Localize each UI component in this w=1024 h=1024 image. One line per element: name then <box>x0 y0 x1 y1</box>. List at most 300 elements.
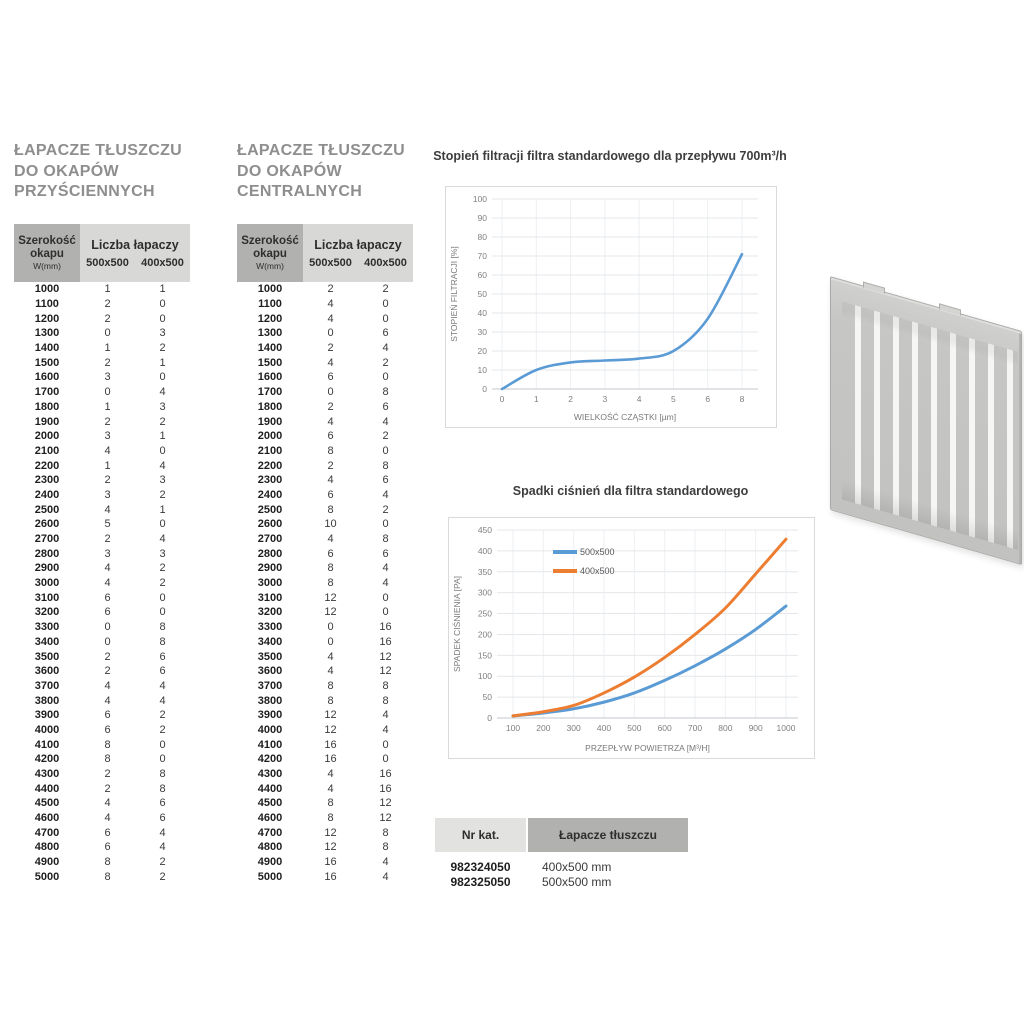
svg-text:150: 150 <box>477 650 492 661</box>
table-row <box>14 282 190 297</box>
table-cell: 12 <box>379 665 392 678</box>
table-cell: 4 <box>382 709 389 722</box>
table-cell: 6 <box>104 723 111 736</box>
table-row <box>14 297 190 312</box>
table-cell: 3700 <box>257 679 283 692</box>
table-cell: 6 <box>382 327 389 340</box>
table-cell: 2 <box>382 356 389 369</box>
table-cell: 4 <box>159 533 166 546</box>
table-cell: 3500 <box>257 650 283 663</box>
table-cell: 2300 <box>34 474 60 487</box>
svg-text:450: 450 <box>477 525 492 535</box>
table-row <box>14 605 190 620</box>
table-row <box>237 341 413 356</box>
table-cell: 4 <box>327 768 334 781</box>
table-header <box>237 224 413 282</box>
table-row <box>237 488 413 503</box>
table-cell: 16 <box>324 870 337 883</box>
table-cell: 4700 <box>257 826 283 839</box>
filtration-chart-title: Stopień filtracji filtra standardowego dla przepływu 700m³/h <box>433 149 787 163</box>
table-cell: 2600 <box>34 518 60 531</box>
table-cell: 8 <box>159 635 166 648</box>
svg-text:1000: 1000 <box>776 723 796 733</box>
header-text: Szerokość <box>241 234 299 247</box>
table-cell: 2 <box>104 650 111 663</box>
table-cell: 12 <box>324 723 337 736</box>
table-row <box>14 752 190 767</box>
svg-text:PRZEPŁYW POWIETRZA [M³/H]: PRZEPŁYW POWIETRZA [M³/H] <box>585 743 710 753</box>
table-cell: 8 <box>382 533 389 546</box>
table-row <box>14 708 190 723</box>
table-row <box>237 752 413 767</box>
table-cell: 8 <box>159 768 166 781</box>
table-row <box>14 532 190 547</box>
svg-text:0: 0 <box>482 384 487 394</box>
table-cell: 2700 <box>257 533 283 546</box>
table-cell: 1300 <box>34 327 60 340</box>
table-cell: 6 <box>104 606 111 619</box>
table-cell: 0 <box>159 753 166 766</box>
group-header: Liczba łapaczy <box>91 237 179 252</box>
table-cell: 1 <box>104 283 111 296</box>
table-cell: 0 <box>159 371 166 384</box>
svg-text:60: 60 <box>477 270 487 280</box>
table-row <box>237 693 413 708</box>
svg-text:5: 5 <box>671 394 676 404</box>
table-cell: 6 <box>382 400 389 413</box>
svg-text:900: 900 <box>748 723 763 733</box>
svg-text:20: 20 <box>477 346 487 356</box>
heading-line: ŁAPACZE TŁUSZCZU <box>14 142 183 159</box>
table-row <box>14 458 190 473</box>
svg-text:100: 100 <box>472 194 487 204</box>
table-cell: 4200 <box>34 753 60 766</box>
table-cell: 6 <box>159 812 166 825</box>
table-cell: 8 <box>104 738 111 751</box>
table-cell: 4 <box>327 782 334 795</box>
table-cell: 1 <box>159 283 166 296</box>
table-cell: 4100 <box>257 738 283 751</box>
table-cell: 8 <box>104 753 111 766</box>
table-cell: 3200 <box>257 606 283 619</box>
svg-text:90: 90 <box>477 213 487 223</box>
table-cell: 6 <box>104 591 111 604</box>
table-cell: 1400 <box>34 342 60 355</box>
table-row <box>237 532 413 547</box>
table-cell: 8 <box>382 386 389 399</box>
table-cell: 2200 <box>257 459 283 472</box>
table-row <box>237 282 413 297</box>
table-row <box>14 502 190 517</box>
table-cell: 2 <box>327 342 334 355</box>
table-cell: 3100 <box>34 591 60 604</box>
table-cell: 2500 <box>257 503 283 516</box>
column-label: 500x500 <box>309 256 352 269</box>
table-cell: 1200 <box>257 312 283 325</box>
table-cell: 4400 <box>257 782 283 795</box>
svg-text:250: 250 <box>477 608 492 619</box>
table-cell: 12 <box>324 841 337 854</box>
filtration-chart-plot <box>446 187 774 425</box>
table-cell: 2900 <box>34 562 60 575</box>
table-row <box>237 576 413 591</box>
table-row <box>237 414 413 429</box>
table-cell: 1 <box>104 400 111 413</box>
table-cell: 4 <box>382 342 389 355</box>
table-cell: 0 <box>382 298 389 311</box>
svg-text:50: 50 <box>482 692 492 703</box>
table-cell: 4700 <box>34 826 60 839</box>
table-cell: 1800 <box>257 400 283 413</box>
table-row <box>14 400 190 415</box>
table-cell: 0 <box>159 738 166 751</box>
table-cell: 2100 <box>257 444 283 457</box>
table-cell: 4 <box>327 650 334 663</box>
table-row <box>14 781 190 796</box>
table-cell: 4 <box>159 459 166 472</box>
table-cell: 6 <box>382 547 389 560</box>
table-cell: 3 <box>159 547 166 560</box>
table-cell: 0 <box>382 371 389 384</box>
table-row <box>237 429 413 444</box>
svg-text:400x500: 400x500 <box>580 566 615 576</box>
table-cell: 4 <box>382 723 389 736</box>
table-body <box>237 282 413 884</box>
table-cell: 4 <box>104 797 111 810</box>
table-cell: 4800 <box>34 841 60 854</box>
filter-mounting-tab <box>863 281 885 293</box>
catalog-header-nr-kat: Nr kat. <box>435 818 526 852</box>
table-cell: 8 <box>327 562 334 575</box>
svg-text:200: 200 <box>536 723 551 733</box>
table-cell: 2200 <box>34 459 60 472</box>
pressure-chart-title: Spadki ciśnień dla filtra standardowego <box>512 484 749 498</box>
table-cell: 3 <box>159 400 166 413</box>
table-row <box>14 473 190 488</box>
table-cell: 0 <box>382 606 389 619</box>
table-cell: 6 <box>327 547 334 560</box>
table-cell: 0 <box>104 635 111 648</box>
table-cell: 8 <box>327 694 334 707</box>
table-cell: 3300 <box>34 621 60 634</box>
table-cell: 6 <box>327 371 334 384</box>
table-cell: 1000 <box>257 283 283 296</box>
table-row <box>237 517 413 532</box>
table-cell: 10 <box>324 518 337 531</box>
table-cell: 2 <box>104 356 111 369</box>
table-row <box>237 855 413 870</box>
heading-line: DO OKAPÓW <box>14 162 119 180</box>
table-row <box>237 649 413 664</box>
table-cell: 8 <box>327 503 334 516</box>
heading-line: PRZYŚCIENNYCH <box>14 183 155 200</box>
table-cell: 2 <box>327 400 334 413</box>
table-row <box>237 840 413 855</box>
table-cell: 3 <box>104 547 111 560</box>
table-cell: 4 <box>104 812 111 825</box>
table-cell: 2 <box>159 856 166 869</box>
svg-text:50: 50 <box>477 289 487 299</box>
table-cell: 1700 <box>34 386 60 399</box>
table-cell: 2 <box>382 430 389 443</box>
table-cell: 3000 <box>257 577 283 590</box>
table-cell: 6 <box>159 665 166 678</box>
table-cell: 2 <box>159 577 166 590</box>
table-cell: 12 <box>324 606 337 619</box>
table-cell: 1900 <box>34 415 60 428</box>
table-cell: 12 <box>324 826 337 839</box>
table-cell: 16 <box>324 753 337 766</box>
table-cell: 1500 <box>257 356 283 369</box>
table-cell: 0 <box>104 621 111 634</box>
table-cell: 1000 <box>34 283 60 296</box>
table-cell: 2 <box>327 459 334 472</box>
table-cell: 2100 <box>34 444 60 457</box>
table-cell: 6 <box>104 841 111 854</box>
table-cell: 4000 <box>257 723 283 736</box>
table-cell: 0 <box>327 621 334 634</box>
table-cell: 5 <box>104 518 111 531</box>
table-cell: 8 <box>327 797 334 810</box>
table-row <box>14 723 190 738</box>
table-cell: 4 <box>159 679 166 692</box>
table-row <box>237 811 413 826</box>
table-cell: 16 <box>324 856 337 869</box>
table-cell: 4 <box>159 386 166 399</box>
wall-hoods-heading <box>14 141 229 203</box>
table-cell: 3 <box>159 474 166 487</box>
svg-text:300: 300 <box>566 723 581 733</box>
table-row <box>14 635 190 650</box>
table-cell: 4 <box>327 474 334 487</box>
table-cell: 4300 <box>257 768 283 781</box>
svg-text:300: 300 <box>477 587 492 598</box>
heading-line: ŁAPACZE TŁUSZCZU <box>237 142 406 159</box>
svg-text:10: 10 <box>477 365 487 375</box>
table-row <box>14 517 190 532</box>
table-cell: 4900 <box>257 856 283 869</box>
table-cell: 1800 <box>34 400 60 413</box>
table-row <box>14 444 190 459</box>
table-cell: 4 <box>327 356 334 369</box>
table-cell: 3800 <box>34 694 60 707</box>
table-row <box>237 870 413 885</box>
table-row <box>237 473 413 488</box>
table-row <box>14 355 190 370</box>
table-cell: 1600 <box>34 371 60 384</box>
table-cell: 2400 <box>257 488 283 501</box>
table-row <box>14 840 190 855</box>
svg-text:400: 400 <box>596 723 612 733</box>
svg-text:6: 6 <box>705 394 711 404</box>
count-columns-header <box>303 224 413 282</box>
table-cell: 4 <box>104 562 111 575</box>
column-label: 400x500 <box>364 256 407 269</box>
catalog-number-table <box>435 818 688 890</box>
catalog-header-product: Łapacze tłuszczu <box>528 818 688 852</box>
table-cell: 3600 <box>34 665 60 678</box>
central-hoods-heading <box>237 141 452 203</box>
table-cell: 12 <box>379 812 392 825</box>
svg-text:STOPIEŃ FILTRACJI [%]: STOPIEŃ FILTRACJI [%] <box>449 246 459 342</box>
svg-text:80: 80 <box>477 232 487 242</box>
table-cell: 1700 <box>257 386 283 399</box>
table-cell: 4 <box>382 488 389 501</box>
size-columns <box>303 257 413 269</box>
svg-text:200: 200 <box>477 629 492 640</box>
table-cell: 3500 <box>34 650 60 663</box>
table-cell: 3 <box>159 327 166 340</box>
catalog-row <box>435 875 688 891</box>
wall-hoods-table <box>14 224 190 884</box>
table-row <box>237 796 413 811</box>
table-cell: 4100 <box>34 738 60 751</box>
header-text: okapu <box>253 247 287 260</box>
table-row <box>14 576 190 591</box>
svg-text:400: 400 <box>477 545 492 556</box>
pressure-drop-chart <box>448 517 815 759</box>
table-cell: 16 <box>379 621 392 634</box>
header-text: W(mm) <box>256 260 284 271</box>
table-cell: 3700 <box>34 679 60 692</box>
table-row <box>237 708 413 723</box>
table-cell: 0 <box>104 327 111 340</box>
group-header: Liczba łapaczy <box>314 237 402 252</box>
table-cell: 1400 <box>257 342 283 355</box>
table-cell: 0 <box>159 518 166 531</box>
svg-text:40: 40 <box>477 308 487 318</box>
table-row <box>14 737 190 752</box>
table-row <box>237 326 413 341</box>
table-cell: 4 <box>327 665 334 678</box>
table-cell: 1500 <box>34 356 60 369</box>
table-cell: 2 <box>104 474 111 487</box>
table-cell: 1300 <box>257 327 283 340</box>
table-row <box>14 620 190 635</box>
table-cell: 8 <box>327 679 334 692</box>
table-row <box>14 414 190 429</box>
table-cell: 12 <box>379 650 392 663</box>
table-cell: 3 <box>104 488 111 501</box>
table-row <box>237 370 413 385</box>
table-cell: 2300 <box>257 474 283 487</box>
table-row <box>237 635 413 650</box>
table-row <box>237 590 413 605</box>
table-row <box>14 429 190 444</box>
table-cell: 4 <box>104 679 111 692</box>
table-row <box>237 679 413 694</box>
table-row <box>14 311 190 326</box>
table-cell: 2 <box>104 312 111 325</box>
table-cell: 2 <box>104 665 111 678</box>
heading-line: DO OKAPÓW <box>237 162 342 180</box>
size-columns <box>80 257 190 269</box>
table-row <box>14 693 190 708</box>
table-cell: 1 <box>159 503 166 516</box>
table-cell: 4800 <box>257 841 283 854</box>
table-row <box>237 458 413 473</box>
svg-text:1: 1 <box>533 394 539 404</box>
svg-text:800: 800 <box>718 723 733 733</box>
table-cell: 2 <box>382 503 389 516</box>
svg-text:100: 100 <box>477 671 492 682</box>
table-cell: 4900 <box>34 856 60 869</box>
central-hoods-table <box>237 224 413 884</box>
column-label: 500x500 <box>86 256 129 269</box>
table-row <box>14 870 190 885</box>
table-cell: 3800 <box>257 694 283 707</box>
width-column-header <box>14 224 80 282</box>
svg-text:700: 700 <box>687 723 703 733</box>
table-cell: 8 <box>327 812 334 825</box>
table-cell: 0 <box>159 298 166 311</box>
table-cell: 8 <box>104 870 111 883</box>
table-row <box>237 355 413 370</box>
table-cell: 0 <box>327 635 334 648</box>
table-cell: 8 <box>382 694 389 707</box>
table-row <box>237 502 413 517</box>
table-cell: 3400 <box>34 635 60 648</box>
column-label: 400x500 <box>141 256 184 269</box>
table-row <box>14 855 190 870</box>
filter-mounting-tab <box>939 303 961 315</box>
table-row <box>14 546 190 561</box>
catalog-size: 500x500 mm <box>542 875 612 890</box>
svg-text:70: 70 <box>477 251 487 261</box>
table-cell: 6 <box>104 709 111 722</box>
table-cell: 2 <box>104 533 111 546</box>
table-cell: 3900 <box>257 709 283 722</box>
table-cell: 16 <box>379 768 392 781</box>
table-cell: 4500 <box>34 797 60 810</box>
table-cell: 4500 <box>257 797 283 810</box>
table-cell: 1200 <box>34 312 60 325</box>
table-cell: 4 <box>382 562 389 575</box>
table-row <box>237 723 413 738</box>
table-cell: 0 <box>104 386 111 399</box>
svg-text:350: 350 <box>477 566 492 577</box>
table-cell: 4 <box>104 694 111 707</box>
table-body <box>14 282 190 884</box>
svg-text:100: 100 <box>505 723 521 733</box>
table-cell: 0 <box>159 312 166 325</box>
table-cell: 0 <box>159 444 166 457</box>
table-cell: 2 <box>382 283 389 296</box>
pressure-drop-chart-plot <box>449 518 812 756</box>
table-cell: 6 <box>327 430 334 443</box>
table-cell: 8 <box>159 621 166 634</box>
table-cell: 2700 <box>34 533 60 546</box>
table-cell: 2600 <box>257 518 283 531</box>
table-cell: 2800 <box>34 547 60 560</box>
table-cell: 4200 <box>257 753 283 766</box>
table-cell: 4 <box>159 694 166 707</box>
table-cell: 1 <box>104 459 111 472</box>
heading-line: CENTRALNYCH <box>237 183 363 200</box>
table-cell: 1100 <box>35 298 59 311</box>
svg-text:500: 500 <box>627 723 642 733</box>
table-cell: 4 <box>327 312 334 325</box>
table-cell: 1100 <box>258 298 282 311</box>
svg-text:2: 2 <box>568 394 573 404</box>
catalog-table-body <box>435 852 688 890</box>
table-cell: 2900 <box>257 562 283 575</box>
table-cell: 0 <box>382 518 389 531</box>
table-cell: 1 <box>159 430 166 443</box>
table-cell: 12 <box>324 591 337 604</box>
table-cell: 0 <box>159 591 166 604</box>
table-cell: 1600 <box>257 371 283 384</box>
